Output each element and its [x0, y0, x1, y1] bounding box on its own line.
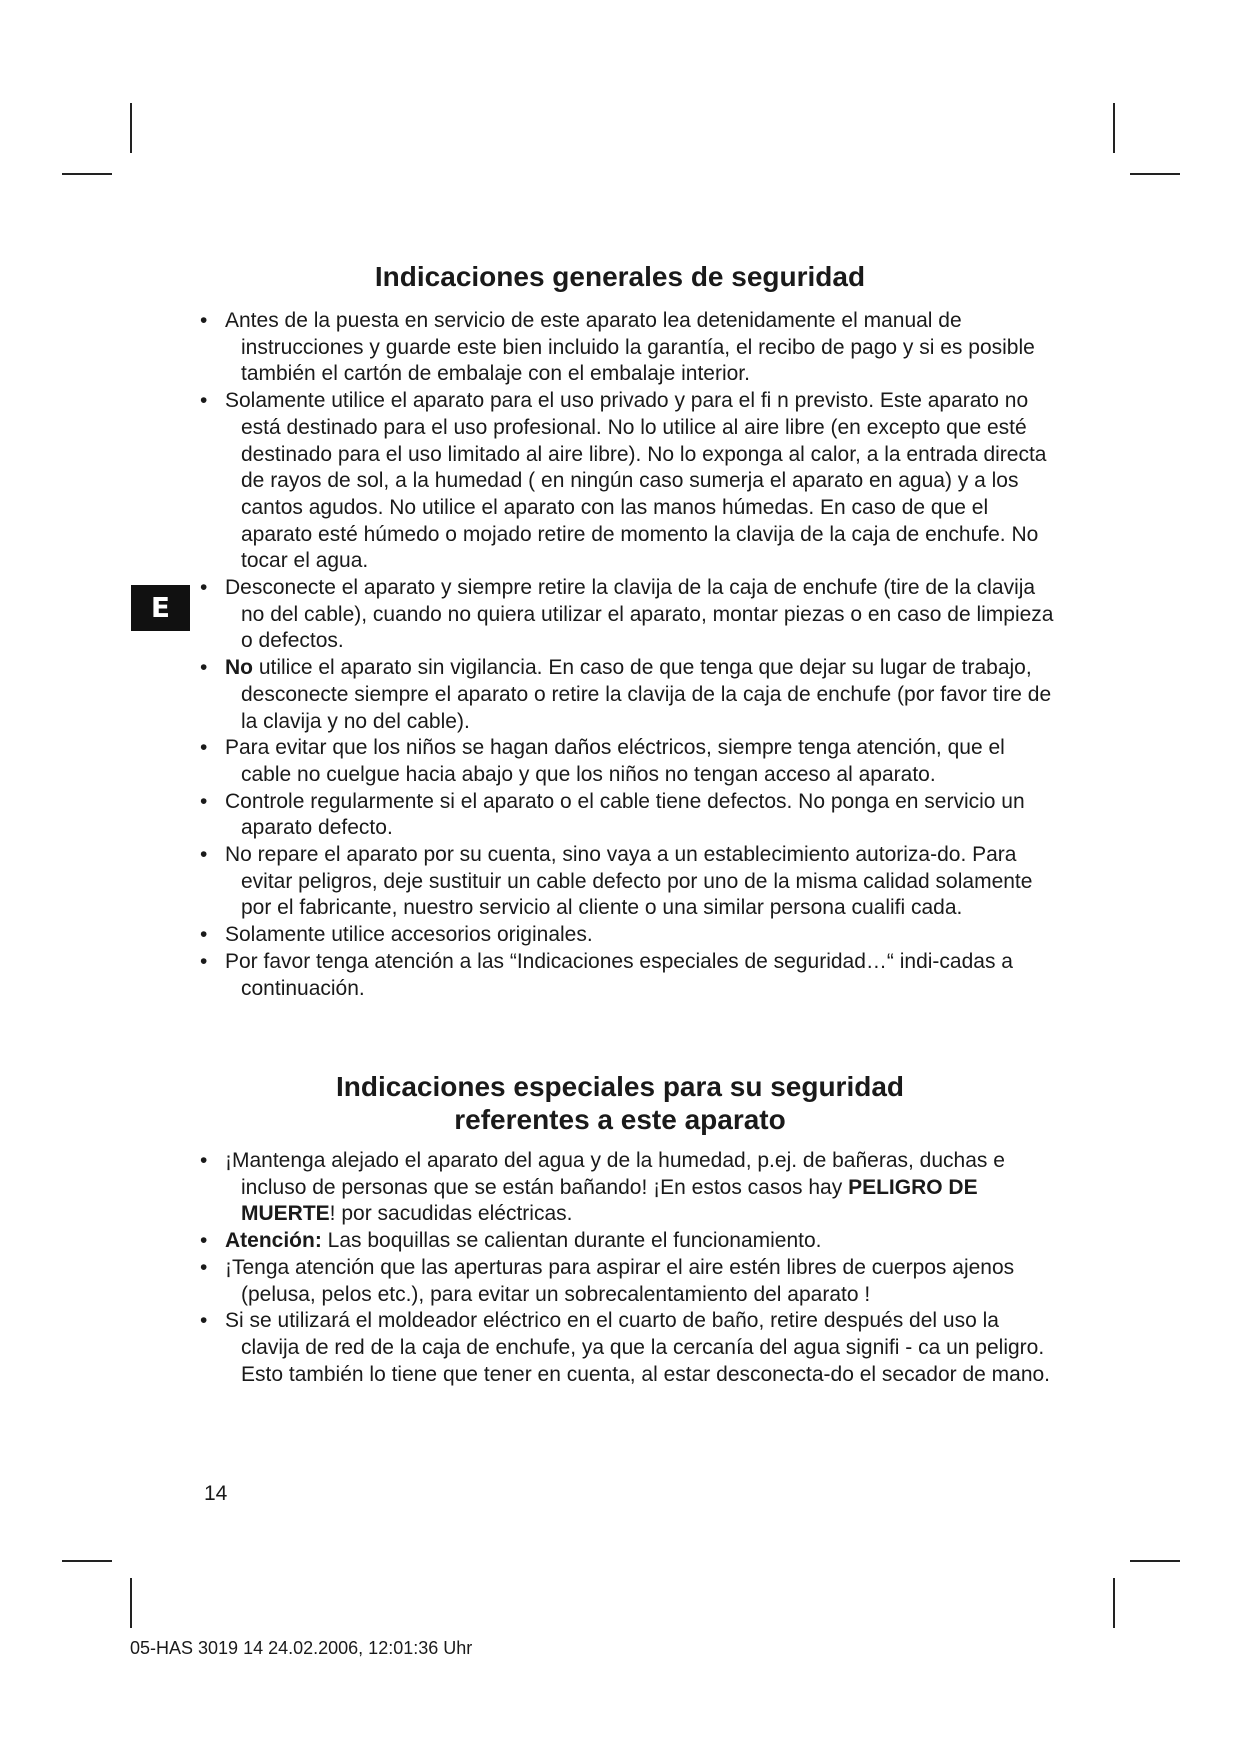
list-item: • Atención: Las boquillas se calientan durante el funcionamiento. — [200, 1229, 822, 1253]
list-item: • Controle regularmente si el aparato o el cable tiene defectos. No ponga en servicio un aparato defecto. — [200, 789, 1025, 840]
page-number: 14 — [204, 1482, 228, 1505]
section-tab: E — [131, 585, 190, 631]
crop-mark — [1113, 103, 1115, 153]
crop-mark — [1130, 173, 1180, 175]
section-title-special-safety: Indicaciones especiales para su seguridad referentes a este aparato — [335, 1071, 905, 1135]
crop-mark — [1130, 1560, 1180, 1562]
list-item: • Solamente utilice el aparato para el uso privado y para el fi n previsto. Este aparato no está destinado para el uso profesional. No lo utilice al aire libre (en excepto que esté destinado para el uso limitado al aire libre). No lo exponga al calor, a la entrada directa de rayos de sol, a la humedad ( en ningún caso sumerja el aparato en agua) y a los cantos agudos. No utilice el aparato con las manos húmedas. En caso de que el aparato esté húmedo o mojado retire de momento la clavija de la caja de enchufe. No tocar el agua. — [200, 389, 1047, 573]
list-item: • Por favor tenga atención a las “Indicaciones especiales de seguridad…“ indi-cadas a continuación. — [200, 949, 1013, 1000]
crop-mark — [130, 1578, 132, 1628]
crop-mark — [62, 1560, 112, 1562]
list-item: • Desconecte el aparato y siempre retire la clavija de la caja de enchufe (tire de la clavija no del cable), cuando no quiera utilizar el aparato, montar piezas o en caso de limpieza o defectos. — [200, 576, 1054, 653]
special-safety-list — [200, 1148, 1060, 1388]
list-item: • Solamente utilice accesorios originales. — [200, 923, 593, 947]
list-item: • ¡Tenga atención que las aperturas para aspirar el aire estén libres de cuerpos ajenos (pelusa, pelos etc.), para evitar un sobrecalentamiento del aparato ! — [200, 1255, 1015, 1306]
list-item: • Antes de la puesta en servicio de este aparato lea detenidamente el manual de instrucciones y guarde este bien incluido la garantía, el recibo de pago y si es posible también el cartón de embalaje con el embalaje interior. — [200, 309, 1035, 386]
crop-mark — [1113, 1578, 1115, 1628]
list-item: • No repare el aparato por su cuenta, sino vaya a un establecimiento autoriza-do. Para evitar peligros, deje sustituir un cable defecto por uno de la misma calidad solamente por el fabricante, nuestro servicio al cliente o una similar persona cualifi cada. — [200, 843, 1033, 920]
list-item: • No utilice el aparato sin vigilancia. En caso de que tenga que dejar su lugar de trabajo, desconecte siempre el aparato o retire la clavija de la caja de enchufe (por favor tire de la clavija y no del cable). — [200, 656, 1052, 733]
crop-mark — [62, 173, 112, 175]
list-item: • ¡Mantenga alejado el aparato del agua y de la humedad, p.ej. de bañeras, duchas e incluso de personas que se están bañando! ¡En estos casos hay PELIGRO DE MUERTE! por sacudidas eléctricas. — [200, 1149, 1005, 1226]
general-safety-list — [200, 308, 1060, 1002]
list-item: • Si se utilizará el moldeador eléctrico en el cuarto de baño, retire después del uso la clavija de red de la caja de enchufe, ya que la cercanía del agua signifi - ca un peligro. Esto también lo tiene que tener en cuenta, al estar desconecta-do el secador de mano. — [200, 1309, 1051, 1386]
list-item: • Para evitar que los niños se hagan daños eléctricos, siempre tenga atención, que el cable no cuelgue hacia abajo y que los niños no tengan acceso al aparato. — [200, 736, 1005, 786]
section-title-general-safety: Indicaciones generales de seguridad — [374, 261, 866, 292]
crop-mark — [130, 103, 132, 153]
print-footer: 05-HAS 3019 14 24.02.2006, 12:01:36 Uhr — [130, 1638, 473, 1658]
